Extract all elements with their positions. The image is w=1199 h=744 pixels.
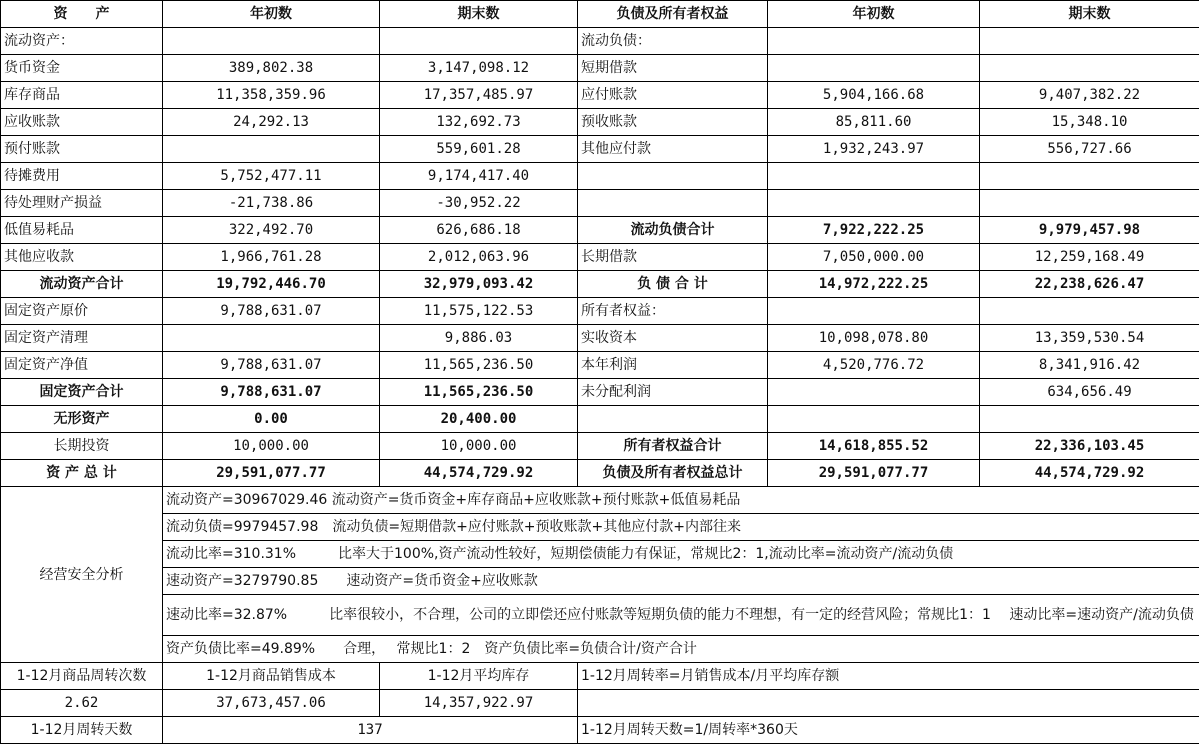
balance-row [1, 460, 1199, 487]
average-inventory-value: 14,357,922.97 [380, 690, 578, 717]
liability-end: 13,359,530.54 [980, 325, 1199, 352]
turnover-days-row [1, 717, 1199, 744]
empty-cell [578, 690, 1199, 717]
asset-label: 库存商品 [1, 82, 163, 109]
liability-end: 9,979,457.98 [980, 217, 1199, 244]
turnover-formula: 1-12月周转率=月销售成本/月平均库存额 [578, 663, 1199, 690]
liability-begin [768, 379, 980, 406]
liability-begin [768, 190, 980, 217]
liability-end: 634,656.49 [980, 379, 1199, 406]
asset-begin: 11,358,359.96 [163, 82, 380, 109]
liability-end [980, 190, 1199, 217]
liability-end: 556,727.66 [980, 136, 1199, 163]
header-assets: 资 产 [1, 1, 163, 28]
balance-row [1, 217, 1199, 244]
asset-end: 11,565,236.50 [380, 352, 578, 379]
liability-end [980, 163, 1199, 190]
asset-begin: 5,752,477.11 [163, 163, 380, 190]
analysis-line: 资产负债比率=49.89% 合理， 常规比1：2 资产负债比率=负债合计/资产合计 [163, 636, 1199, 663]
liability-begin: 7,922,222.25 [768, 217, 980, 244]
liability-begin: 85,811.60 [768, 109, 980, 136]
analysis-line: 速动资产=3279790.85 速动资产=货币资金+应收账款 [163, 568, 1199, 595]
liability-label [578, 163, 768, 190]
liability-begin [768, 28, 980, 55]
asset-end: 20,400.00 [380, 406, 578, 433]
asset-end [380, 28, 578, 55]
liability-end [980, 28, 1199, 55]
asset-begin: 24,292.13 [163, 109, 380, 136]
asset-label: 应收账款 [1, 109, 163, 136]
asset-end: 32,979,093.42 [380, 271, 578, 298]
asset-end: 559,601.28 [380, 136, 578, 163]
analysis-row [1, 541, 1199, 568]
asset-label: 资 产 总 计 [1, 460, 163, 487]
turnover-days-formula: 1-12月周转天数=1/周转率*360天 [578, 717, 1199, 744]
asset-label: 长期投资 [1, 433, 163, 460]
turnover-days-label: 1-12月周转天数 [1, 717, 163, 744]
liability-end: 22,238,626.47 [980, 271, 1199, 298]
liability-begin: 4,520,776.72 [768, 352, 980, 379]
asset-label: 预付账款 [1, 136, 163, 163]
liability-begin: 5,904,166.68 [768, 82, 980, 109]
liability-label: 未分配利润 [578, 379, 768, 406]
liability-begin: 14,618,855.52 [768, 433, 980, 460]
asset-label: 流动资产合计 [1, 271, 163, 298]
asset-label: 无形资产 [1, 406, 163, 433]
asset-begin: 29,591,077.77 [163, 460, 380, 487]
balance-row [1, 190, 1199, 217]
balance-sheet-body [1, 1, 1199, 744]
liability-label: 本年利润 [578, 352, 768, 379]
asset-end: 44,574,729.92 [380, 460, 578, 487]
asset-label: 其他应收款 [1, 244, 163, 271]
liability-begin [768, 55, 980, 82]
asset-begin [163, 325, 380, 352]
liability-begin [768, 163, 980, 190]
balance-row [1, 298, 1199, 325]
balance-row [1, 271, 1199, 298]
header-liabilities: 负债及所有者权益 [578, 1, 768, 28]
asset-begin: 9,788,631.07 [163, 352, 380, 379]
liability-begin: 14,972,222.25 [768, 271, 980, 298]
asset-label: 待摊费用 [1, 163, 163, 190]
liability-end: 15,348.10 [980, 109, 1199, 136]
analysis-line: 流动比率=310.31% 比率大于100%,资产流动性较好，短期偿债能力有保证，常规比2：1,流动比率=流动资产/流动负债 [163, 541, 1199, 568]
header-row [1, 1, 1199, 28]
asset-label: 流动资产： [1, 28, 163, 55]
asset-end: 132,692.73 [380, 109, 578, 136]
liability-end: 9,407,382.22 [980, 82, 1199, 109]
turnover-count-label: 1-12月商品周转次数 [1, 663, 163, 690]
asset-end: 10,000.00 [380, 433, 578, 460]
asset-label: 低值易耗品 [1, 217, 163, 244]
asset-label: 固定资产清理 [1, 325, 163, 352]
asset-label: 货币资金 [1, 55, 163, 82]
liability-label: 其他应付款 [578, 136, 768, 163]
balance-row [1, 352, 1199, 379]
asset-begin [163, 136, 380, 163]
asset-label: 固定资产合计 [1, 379, 163, 406]
asset-begin: 10,000.00 [163, 433, 380, 460]
liability-end: 12,259,168.49 [980, 244, 1199, 271]
turnover-days-value: 137 [163, 717, 578, 744]
asset-end: 3,147,098.12 [380, 55, 578, 82]
asset-begin: 9,788,631.07 [163, 298, 380, 325]
liability-end [980, 55, 1199, 82]
asset-end: 9,174,417.40 [380, 163, 578, 190]
liability-label: 所有者权益： [578, 298, 768, 325]
asset-end: 17,357,485.97 [380, 82, 578, 109]
asset-begin: 0.00 [163, 406, 380, 433]
analysis-line: 速动比率=32.87% 比率很较小，不合理，公司的立即偿还应付账款等短期负债的能力不理想，有一定的经营风险；常规比1：1 速动比率=速动资产/流动负债 [163, 595, 1199, 636]
analysis-row [1, 514, 1199, 541]
liability-label: 长期借款 [578, 244, 768, 271]
liability-end: 8,341,916.42 [980, 352, 1199, 379]
liability-begin: 29,591,077.77 [768, 460, 980, 487]
turnover-count-value: 2.62 [1, 690, 163, 717]
liability-label: 短期借款 [578, 55, 768, 82]
liability-end: 44,574,729.92 [980, 460, 1199, 487]
asset-end: -30,952.22 [380, 190, 578, 217]
liability-end [980, 298, 1199, 325]
analysis-label: 经营安全分析 [1, 487, 163, 663]
liability-label: 负 债 合 计 [578, 271, 768, 298]
turnover-row [1, 663, 1199, 690]
liability-begin [768, 298, 980, 325]
analysis-row [1, 568, 1199, 595]
liability-begin: 7,050,000.00 [768, 244, 980, 271]
asset-begin: 19,792,446.70 [163, 271, 380, 298]
sales-cost-value: 37,673,457.06 [163, 690, 380, 717]
balance-row [1, 109, 1199, 136]
analysis-row [1, 636, 1199, 663]
balance-row [1, 55, 1199, 82]
asset-begin: 1,966,761.28 [163, 244, 380, 271]
turnover-values-row [1, 690, 1199, 717]
liability-end [980, 406, 1199, 433]
asset-begin: 9,788,631.07 [163, 379, 380, 406]
asset-begin [163, 28, 380, 55]
liability-label: 负债及所有者权益总计 [578, 460, 768, 487]
balance-row [1, 379, 1199, 406]
liability-end: 22,336,103.45 [980, 433, 1199, 460]
asset-end: 2,012,063.96 [380, 244, 578, 271]
analysis-line: 流动负债=9979457.98 流动负债=短期借款+应付账款+预收账款+其他应付款+内部往来 [163, 514, 1199, 541]
asset-label: 固定资产净值 [1, 352, 163, 379]
liability-label: 实收资本 [578, 325, 768, 352]
balance-row [1, 244, 1199, 271]
balance-row [1, 136, 1199, 163]
balance-row [1, 28, 1199, 55]
liability-label: 预收账款 [578, 109, 768, 136]
balance-row [1, 433, 1199, 460]
liability-begin [768, 406, 980, 433]
asset-end: 11,575,122.53 [380, 298, 578, 325]
header-assets-begin: 年初数 [163, 1, 380, 28]
liability-begin: 1,932,243.97 [768, 136, 980, 163]
analysis-row [1, 595, 1199, 636]
liability-label: 所有者权益合计 [578, 433, 768, 460]
asset-begin: 389,802.38 [163, 55, 380, 82]
balance-row [1, 163, 1199, 190]
asset-label: 待处理财产损益 [1, 190, 163, 217]
liability-begin: 10,098,078.80 [768, 325, 980, 352]
asset-end: 11,565,236.50 [380, 379, 578, 406]
header-liabilities-end: 期末数 [980, 1, 1199, 28]
asset-begin: 322,492.70 [163, 217, 380, 244]
analysis-row [1, 487, 1199, 514]
balance-row [1, 82, 1199, 109]
balance-row [1, 406, 1199, 433]
balance-row [1, 325, 1199, 352]
liability-label: 应付账款 [578, 82, 768, 109]
analysis-line: 流动资产=30967029.46 流动资产=货币资金+库存商品+应收账款+预付账款+低值易耗品 [163, 487, 1199, 514]
average-inventory-label: 1-12月平均库存 [380, 663, 578, 690]
asset-end: 9,886.03 [380, 325, 578, 352]
asset-end: 626,686.18 [380, 217, 578, 244]
asset-begin: -21,738.86 [163, 190, 380, 217]
header-assets-end: 期末数 [380, 1, 578, 28]
liability-label: 流动负债： [578, 28, 768, 55]
liability-label [578, 190, 768, 217]
liability-label: 流动负债合计 [578, 217, 768, 244]
asset-label: 固定资产原价 [1, 298, 163, 325]
sales-cost-label: 1-12月商品销售成本 [163, 663, 380, 690]
header-liabilities-begin: 年初数 [768, 1, 980, 28]
liability-label [578, 406, 768, 433]
